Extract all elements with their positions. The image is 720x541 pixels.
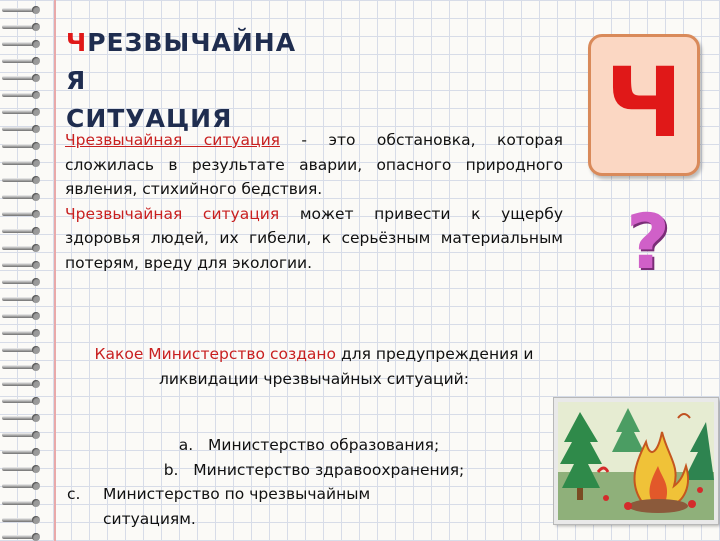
spiral-ring	[2, 516, 40, 524]
spiral-ring	[2, 346, 40, 354]
paragraph1-text: - это обстановка, которая сложилась в результате аварии, опасного природного явления, стихийного бедствия.	[65, 131, 563, 198]
definition-text	[65, 128, 563, 275]
option-label: Министерство здравоохранения;	[193, 460, 465, 479]
question-mark-icon: ?	[625, 197, 671, 286]
spiral-ring	[2, 6, 40, 14]
spiral-ring	[2, 227, 40, 235]
spiral-ring	[2, 482, 40, 490]
spiral-ring	[2, 261, 40, 269]
term-highlight: Чрезвычайная ситуация	[65, 204, 280, 223]
option-b[interactable]	[65, 458, 563, 483]
spiral-ring	[2, 74, 40, 82]
answer-options	[65, 433, 563, 531]
spiral-ring	[2, 125, 40, 133]
children-fire-drawing	[554, 398, 718, 524]
question-highlight: Какое Министерство создано	[94, 345, 337, 363]
spiral-ring	[2, 295, 40, 303]
option-number: c.	[67, 485, 81, 503]
spiral-ring	[2, 312, 40, 320]
letter-card-letter: Ч	[605, 47, 683, 159]
spiral-ring	[2, 176, 40, 184]
spiral-ring	[2, 210, 40, 218]
option-number: b.	[163, 460, 179, 479]
spiral-ring	[2, 159, 40, 167]
spiral-ring	[2, 108, 40, 116]
title-line3: СИТУАЦИЯ	[66, 104, 233, 133]
spiral-ring	[2, 414, 40, 422]
option-number: a.	[178, 436, 194, 454]
question-rest: для предупреждения и ликвидации чрезвычайных ситуаций:	[159, 345, 534, 388]
spiral-ring	[2, 431, 40, 439]
spiral-ring	[2, 329, 40, 337]
spiral-ring	[2, 397, 40, 405]
spiral-ring	[2, 465, 40, 473]
page-title	[66, 24, 396, 138]
title-line1: РЕЗВЫЧАЙНА	[87, 28, 297, 57]
option-c[interactable]	[65, 482, 467, 531]
option-label: Министерство образования;	[208, 436, 440, 454]
spiral-ring	[2, 193, 40, 201]
title-first-letter: Ч	[66, 28, 88, 57]
spiral-ring	[2, 244, 40, 252]
letter-card	[588, 34, 700, 176]
question-text	[65, 342, 563, 391]
spiral-ring	[2, 448, 40, 456]
spiral-ring	[2, 91, 40, 99]
spiral-ring	[2, 499, 40, 507]
spiral-ring	[2, 57, 40, 65]
title-line2: Я	[66, 66, 87, 95]
spiral-ring	[2, 278, 40, 286]
spiral-ring	[2, 363, 40, 371]
fire-drawing-icon	[558, 402, 714, 520]
spiral-ring	[2, 40, 40, 48]
option-a[interactable]	[65, 433, 563, 458]
option-label: Министерство по чрезвычайным ситуациям.	[103, 485, 371, 528]
spiral-ring	[2, 23, 40, 31]
term-link[interactable]: Чрезвычайная ситуация	[65, 131, 280, 149]
spiral-ring	[2, 142, 40, 150]
spiral-ring	[2, 380, 40, 388]
paragraph2-text: может привести к ущербу здоровья людей, их гибели, к серьёзным материальным потерям, вреду для экологии.	[65, 204, 563, 272]
notebook-spiral-binding	[0, 0, 44, 540]
